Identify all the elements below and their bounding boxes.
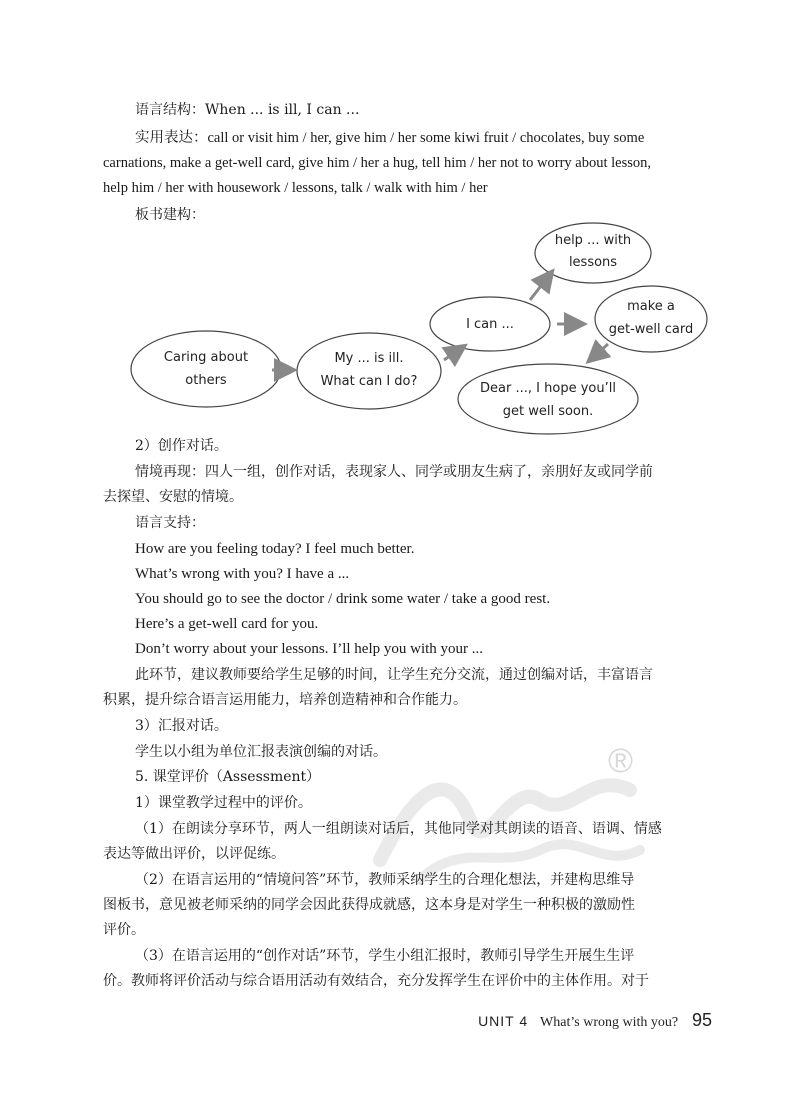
text-line: carnations, make a get-well card, give him / her a hug, tell him / her not to worry about lesson, — [103, 155, 652, 171]
node-ill — [297, 333, 441, 409]
arrow-ican-to-help — [530, 273, 551, 300]
text-line: 此环节，建议教师要给学生足够的时间，让学生充分交流，通过创编对话，丰富语言 — [135, 667, 653, 683]
text-line: Don’t worry about your lessons. I’ll help you with your ... — [135, 641, 484, 657]
text-line: 情境再现：四人一组，创作对话，表现家人、同学或朋友生病了，亲朋好友或同学前 — [135, 464, 653, 480]
arrow-card-to-dear — [590, 344, 608, 360]
text-line: 语言支持： — [135, 515, 205, 531]
text-line: help him / her with housework / lessons, talk / walk with him / her — [103, 180, 488, 196]
node-card — [595, 286, 707, 352]
node-dear — [458, 364, 638, 434]
footer-title: What’s wrong with you? — [540, 1015, 679, 1030]
text-line: 学生以小组为单位汇报表演创编的对话。 — [135, 744, 387, 760]
text-line: 积累，提升综合语言运用能力，培养创造精神和合作能力。 — [103, 692, 467, 708]
text-line: （1）在朗读分享环节，两人一组朗读对话后，其他同学对其朗读的语音、语调、情感 — [135, 821, 662, 837]
registered-mark: ® — [608, 742, 634, 780]
node-caring — [131, 331, 281, 407]
page-number: 95 — [691, 1010, 712, 1030]
node-card-line1: make a — [627, 299, 675, 314]
node-card-line2: get-well card — [608, 322, 694, 337]
text-line: 去探望、安慰的情境。 — [103, 489, 243, 505]
text-line: 1）课堂教学过程中的评价。 — [135, 795, 312, 811]
text-line: You should go to see the doctor / drink some water / take a good rest. — [135, 591, 551, 607]
footer-unit: UNIT 4 — [478, 1013, 529, 1029]
text-line: （2）在语言运用的“情境问答”环节，教师采纳学生的合理化想法，并建构思维导 — [135, 872, 635, 888]
node-ican-label: I can ... — [466, 317, 514, 332]
text-line: Here’s a get-well card for you. — [135, 616, 319, 632]
text-line: 评价。 — [103, 922, 145, 938]
text-line: 2）创作对话。 — [135, 438, 228, 454]
text-line: 语言结构：When ... is ill, I can ... — [135, 102, 360, 118]
arrow-ill-to-ican — [444, 347, 463, 360]
text-line: 3）汇报对话。 — [135, 718, 228, 734]
page-footer — [478, 1010, 712, 1031]
text-line: How are you feeling today? I feel much better. — [135, 541, 415, 557]
text-line: 板书建构： — [135, 207, 205, 223]
section-heading: 5. 课堂评价（Assessment） — [135, 769, 321, 785]
node-help-line2: lessons — [568, 255, 618, 270]
node-ill-line2: What can I do? — [320, 374, 418, 389]
node-caring-line2: others — [185, 373, 227, 388]
text-line: 价。教师将评价活动与综合语用活动有效结合，充分发挥学生在评价中的主体作用。对于 — [103, 973, 649, 989]
mind-map-diagram — [130, 220, 710, 435]
text-line: （3）在语言运用的“创作对话”环节，学生小组汇报时，教师引导学生开展生生评 — [135, 948, 635, 964]
node-help-line1: help ... with — [554, 233, 632, 248]
text-line: What’s wrong with you? I have a ... — [135, 566, 350, 582]
node-ill-line1: My ... is ill. — [334, 351, 404, 366]
node-dear-line2: get well soon. — [502, 404, 594, 419]
text-line: 实用表达：call or visit him / her, give him / her some kiwi fruit / chocolates, buy some — [135, 130, 645, 146]
node-dear-line1: Dear ..., I hope you’ll — [480, 381, 616, 396]
text-line: 图板书，意见被老师采纳的同学会因此获得成就感，这本身是对学生一种积极的激励性 — [103, 897, 635, 913]
node-caring-line1: Caring about — [163, 350, 249, 365]
text-line: 表达等做出评价，以评促练。 — [103, 846, 285, 862]
node-help — [535, 223, 651, 283]
